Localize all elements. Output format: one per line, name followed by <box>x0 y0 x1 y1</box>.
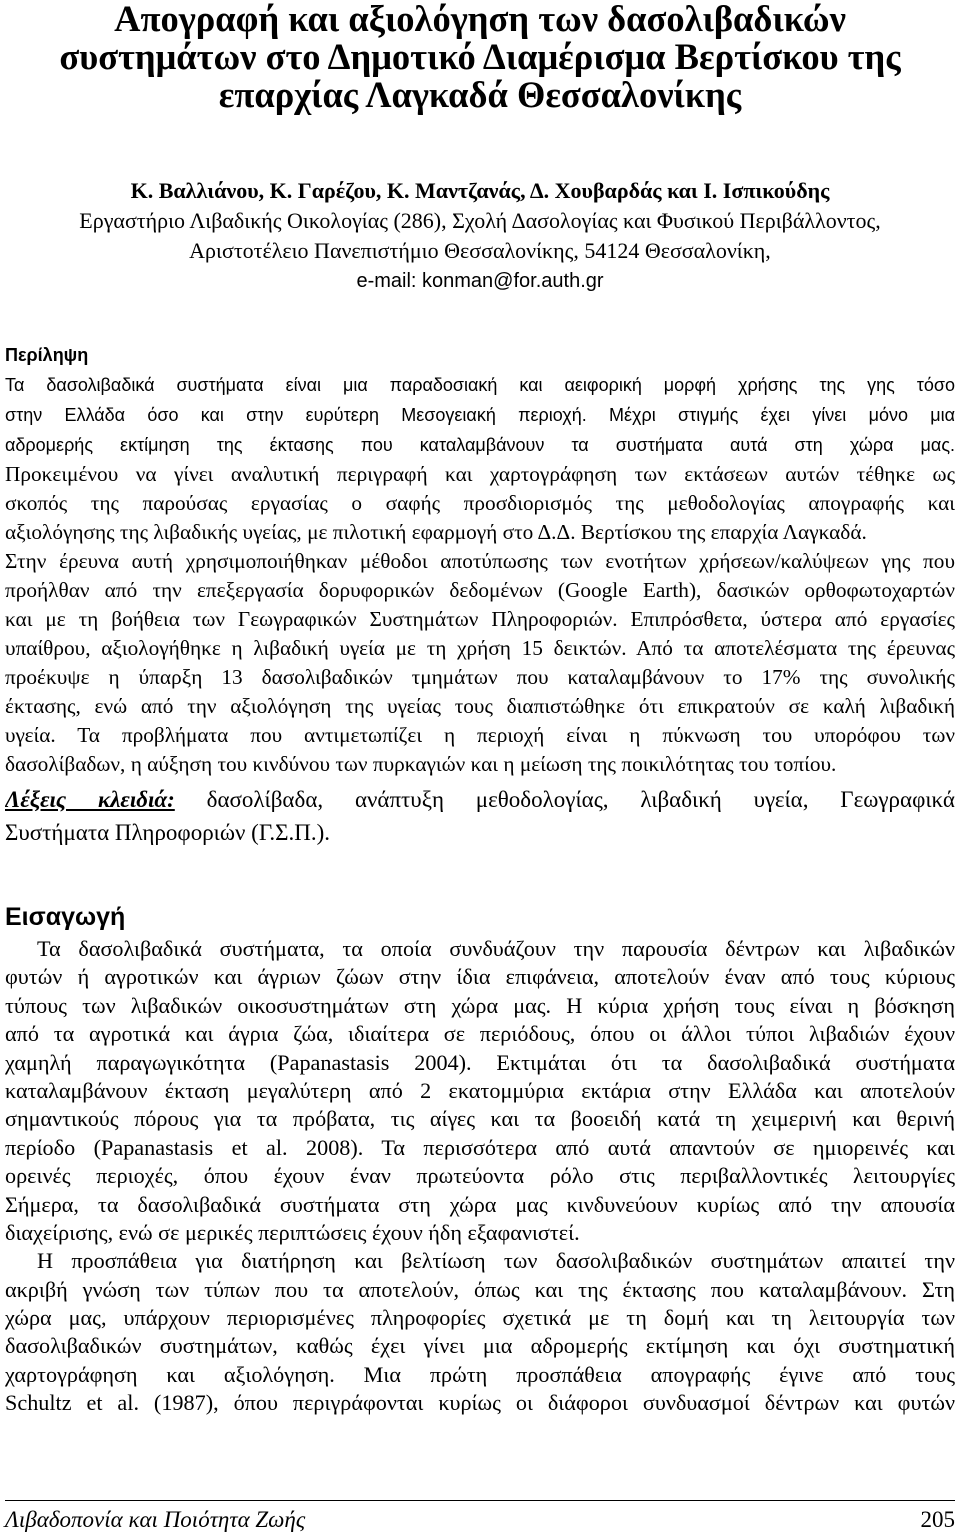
intro-line: ακριβή γνώση των τύπων που τα αποτελούν, όπως και της έκτασης που καταλαμβάνουν. Στη <box>5 1276 955 1302</box>
abstract-heading: Περίληψη <box>5 345 89 365</box>
footer-page-number: 205 <box>920 1507 955 1532</box>
footer-journal-name: Λιβαδοπονία και Ποιότητα Ζωής <box>5 1507 306 1532</box>
intro-line: από τα αγροτικά και άγρια ζώα, ιδιαίτερα σε περιόδους, όπου οι άλλοι τύποι λιβαδιών έχουν <box>5 1021 955 1047</box>
intro-line: περίοδο (Papanastasis et al. 2008). Τα περισσότερα από αυτά απαντούν σε ημιορεινές και <box>5 1134 955 1160</box>
intro-line: Τα δασολιβαδικά συστήματα, τα οποία συνδυάζουν την παρουσία δέντρων και λιβαδικών <box>37 936 955 961</box>
keywords-line <box>5 783 955 816</box>
keywords-section <box>5 783 955 849</box>
abstract-line: υγεία. Τα προβλήματα που αντιμετωπίζει η περιοχή είναι η πύκνωση του υπορόφου των <box>5 723 955 747</box>
abstract-line: υπαίθρου, αξιολογήθηκε η λιβαδική υγεία με τη χρήση 15 δεικτών. Από τα αποτελέσματα της έρευνας <box>5 636 955 660</box>
keywords-label: Λέξεις κλειδιά: <box>5 787 175 812</box>
abstract-line: προέκυψε η ύπαρξη 13 δασολιβαδικών τμημάτων που καταλαμβάνουν το 17% της συνολικής <box>5 665 955 689</box>
title-line: συστημάτων στο Δημοτικό Διαμέρισμα Βερτίσκου της <box>59 36 901 77</box>
abstract-line: έκτασης, ενώ από την αξιολόγηση της υγείας τους διαπιστώθηκε ότι επικρατούν σε καλή λιβαδική <box>5 694 955 718</box>
intro-line: σημαντικούς πόρους για τα πρόβατα, τις αίγες και τα βοοειδή κατά τη χειμερινή και θερινή <box>5 1106 955 1132</box>
abstract-section <box>5 342 955 779</box>
keywords-line: Συστήματα Πληροφοριών (Γ.Σ.Π.). <box>5 820 331 845</box>
author-block <box>0 176 960 296</box>
abstract-line: σκοπός της παρούσας εργασίας ο σαφής προσδιορισμός της μεθοδολογίας απογραφής και <box>5 491 955 515</box>
abstract-sans-part <box>5 370 955 460</box>
affiliation-line: Αριστοτέλειο Πανεπιστήμιο Θεσσαλονίκης, 54124 Θεσσαλονίκη, <box>189 238 771 263</box>
abstract-line: προήλθαν από την επεξεργασία δορυφορικών δεδομένων (Google Earth), δασικών ορθοφωτοχαρτών <box>5 578 955 602</box>
introduction-body <box>5 935 955 1418</box>
abstract-line: αδρομερής εκτίμηση της έκτασης που καταλαμβάνουν τα συστήματα αυτά στη χώρα μας. <box>5 435 955 455</box>
intro-line: Schultz et al. (1987), όπου περιγράφονται κυρίως οι διάφοροι συνδυασμοί δέντρων και φυτών <box>5 1390 955 1416</box>
author-names: Κ. Βαλλιάνου, Κ. Γαρέζου, Κ. Μαντζανάς, Δ. Χουβαρδάς και Ι. Ισπικούδης <box>130 178 830 203</box>
intro-line: ορεινές περιοχές, όπου έχουν έναν πρωτεύοντα ρόλο στις περιβαλλοντικές λειτουργίες <box>5 1163 955 1189</box>
abstract-line: Στην έρευνα αυτή χρησιμοποιήθηκαν μέθοδοι αποτύπωσης των ενοτήτων χρήσεων/καλύψεων γης που <box>5 549 955 573</box>
keywords-text: δασολίβαδα, ανάπτυξη μεθοδολογίας, λιβαδική υγεία, Γεωγραφικά <box>174 787 955 812</box>
footer-divider <box>5 1500 955 1501</box>
intro-line: χώρα μας, υπάρχουν περιορισμένες πληροφορίες σχετικά με τη δομή και τη λειτουργία των <box>5 1305 955 1331</box>
intro-line: χαμηλή παραγωγικότητα (Papanastasis 2004). Εκτιμάται ότι τα δασολιβαδικά συστήματα <box>5 1049 955 1075</box>
abstract-line: Τα δασολιβαδικά συστήματα είναι μια παραδοσιακή και αειφορική μορφή χρήσης της γης τόσο <box>5 375 955 395</box>
author-email: e-mail: konman@for.auth.gr <box>356 270 604 292</box>
intro-line: διαχείρισης, ενώ σε μερικές περιπτώσεις έχουν ήδη εξαφανιστεί. <box>5 1219 580 1245</box>
abstract-line: Προκειμένου να γίνει αναλυτική περιγραφή και χαρτογράφηση των εκτάσεων αυτών τέθηκε ως <box>5 462 955 486</box>
abstract-line: δασολίβαδων, η αύξηση του κινδύνου των πυρκαγιών και η μείωση της ποικιλότητας του τοπίου. <box>5 752 837 776</box>
intro-line: καταλαμβάνουν έκταση μεγαλύτερη από 2 εκατομμύρια εκτάρια στην Ελλάδα και αποτελούν <box>5 1077 955 1103</box>
intro-line: δασολιβαδικών συστημάτων, καθώς έχει γίνει μια αδρομερής εκτίμηση και όχι συστηματική <box>5 1333 955 1359</box>
abstract-line: αξιολόγησης της λιβαδικής υγείας, με πιλοτική εφαρμογή στο Δ.Δ. Βερτίσκου της επαρχία Λαγκαδά. <box>5 520 867 544</box>
intro-line: τύπους των λιβαδικών οικοσυστημάτων στη χώρα μας. Η κύρια χρήση τους είναι η βόσκηση <box>5 992 955 1018</box>
title-line: επαρχίας Λαγκαδά Θεσσαλονίκης <box>218 74 742 115</box>
title-line: Απογραφή και αξιολόγηση των δασολιβαδικών <box>114 0 846 39</box>
intro-line: χαρτογράφηση και αξιολόγηση. Μια πρώτη προσπάθεια απογραφής έγινε από τους <box>5 1361 955 1387</box>
abstract-serif-part <box>5 460 955 779</box>
abstract-line: και με τη βοήθεια των Γεωγραφικών Συστημάτων Πληροφοριών. Επιπρόσθετα, ύστερα από εργασίες <box>5 607 955 631</box>
introduction-heading: Εισαγωγή <box>5 903 126 931</box>
intro-line: Σήμερα, τα δασολιβαδικά συστήματα στη χώρα μας κινδυνεύουν κυρίως από την απουσία <box>5 1191 955 1217</box>
affiliation-line: Εργαστήριο Λιβαδικής Οικολογίας (286), Σχολή Δασολογίας και Φυσικού Περιβάλλοντος, <box>79 208 881 233</box>
intro-line: Η προσπάθεια για διατήρηση και βελτίωση των δασολιβαδικών συστημάτων απαιτεί την <box>37 1248 955 1274</box>
abstract-line: στην Ελλάδα όσο και στην ευρύτερη Μεσογειακή περιοχή. Μέχρι στιγμής έχει γίνει μόνο μια <box>5 405 955 425</box>
intro-line: φυτών ή αγροτικών και άγριων ζώων στην ίδια επιφάνεια, αποτελούν έναν από τους κύριους <box>5 964 955 990</box>
paper-title <box>0 0 960 114</box>
